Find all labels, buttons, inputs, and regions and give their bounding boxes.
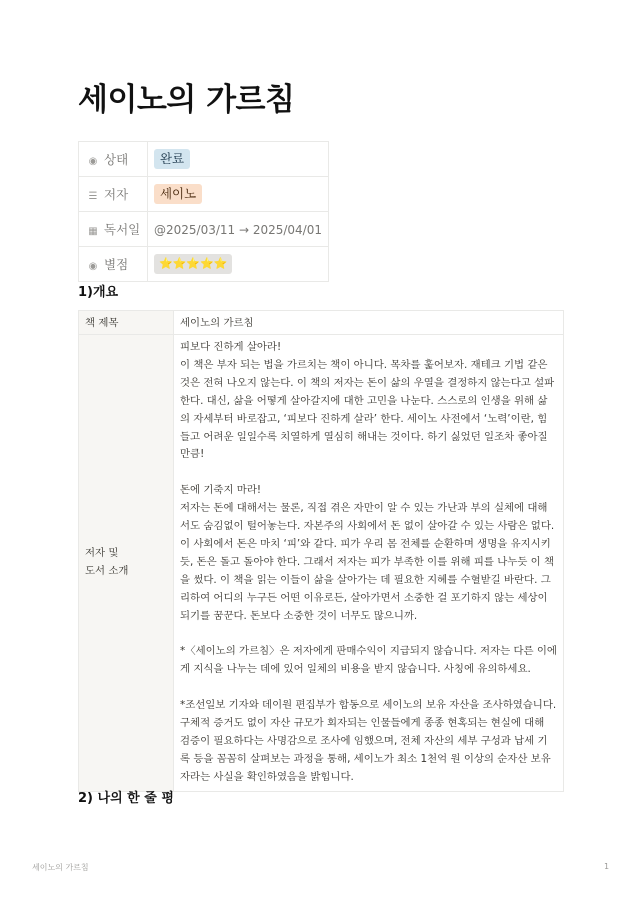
footer-title: 세이노의 가르침 (32, 863, 89, 872)
property-value-status[interactable] (147, 142, 328, 177)
page-number: 1 (604, 862, 610, 871)
property-row-status[interactable] (79, 142, 329, 177)
calendar-icon: ▦ (88, 226, 98, 237)
property-value-read-date[interactable] (147, 212, 328, 247)
property-name-rating (79, 247, 148, 282)
property-label: 독서일 (104, 222, 141, 237)
property-name-author (79, 177, 148, 212)
property-name-status (79, 142, 148, 177)
author-intro-label-line1: 저자 및 (85, 546, 119, 559)
table-row (79, 335, 564, 792)
section-heading-one-line-review: 2) 나의 한 줄 평 (78, 791, 174, 806)
overview-table (78, 310, 564, 792)
property-label: 저자 (104, 187, 129, 202)
list-icon: ☰ (88, 191, 98, 202)
read-date-range[interactable]: @2025/03/11 → 2025/04/01 (153, 222, 322, 237)
property-row-author[interactable] (79, 177, 329, 212)
property-label: 별점 (104, 257, 129, 272)
book-title-value[interactable]: 세이노의 가르침 (174, 311, 564, 335)
property-value-rating[interactable] (147, 247, 328, 282)
section-heading-overview: 1)개요 (78, 285, 119, 300)
author-intro-body[interactable] (174, 335, 564, 792)
author-intro-label-line2: 도서 소개 (85, 564, 129, 577)
intro-heading-2: 돈에 기죽지 마라! (180, 484, 262, 497)
book-title-label: 책 제목 (79, 311, 174, 335)
property-label: 상태 (104, 152, 129, 167)
intro-heading-1: 피보다 진하게 살아라! (180, 341, 282, 353)
intro-paragraph-2: 저자는 돈에 대해서는 물론, 직접 겪은 자만이 알 수 있는 가난과 부의 실체에 대해서도 숨김없이 털어놓는다. 자본주의 사회에서 돈 없이 살아갈 수 있는 사람은 없다. 이 사회에서 돈은 마치 ‘피’와 같다. 피가 우리 몸 전체를 순환하며 생명을 유지시키듯, 돈은 돌고 돌아야 한다. 그래서 저자는 피가 부족한 이를 위해 피를 나누듯 이 책을 썼다. 이 책을 읽는 이들이 삶을 살아가는 데 필요한 지혜를 수혈받길 바란다. 그리하여 어디의 누구든 어떤 이유로든, 살아가면서 소중한 걸 포기하지 않는 세상이 되기를 꿈꾼다. 돈보다 소중한 것이 너무도 많으니까. (180, 502, 555, 622)
property-row-read-date[interactable] (79, 212, 329, 247)
properties-table (78, 141, 329, 282)
status-icon: ◉ (88, 156, 98, 167)
rating-stars[interactable]: ⭐⭐⭐⭐⭐ (154, 254, 232, 274)
page-title: 세이노의 가르침 (78, 82, 295, 118)
intro-note-2: *조선일보 기자와 데이원 편집부가 합동으로 세이노의 보유 자산을 조사하였습니다. 구체적 증거도 없이 자산 규모가 회자되는 인물들에게 종종 현혹되는 현실에 대해 검증이 필요하다는 사명감으로 조사에 임했으며, 전체 자산의 세부 구성과 납세 기록 등을 꼼꼼히 살펴보는 과정을 통해, 세이노가 최소 1천억 원 이상의 순자산 보유자라는 사실을 확인하였음을 밝힙니다. (180, 699, 557, 783)
author-intro-label (79, 335, 174, 792)
property-name-read-date (79, 212, 148, 247)
property-value-author[interactable] (147, 177, 328, 212)
intro-note-1: *〈세이노의 가르침〉은 저자에게 판매수익이 지급되지 않습니다. 저자는 다른 이에게 지식을 나누는 데에 있어 일체의 비용을 받지 않습니다. 사칭에 유의하세요. (180, 645, 557, 676)
property-row-rating[interactable] (79, 247, 329, 282)
intro-paragraph-1: 이 책은 부자 되는 법을 가르치는 책이 아니다. 목차를 훑어보자. 재테크 기법 같은 것은 전혀 나오지 않는다. 이 책의 저자는 돈이 삶의 우열을 결정하지 않는다고 설파한다. 대신, 삶을 어떻게 살아갈지에 대한 고민을 나눈다. 스스로의 인생을 위해 삶의 자세부터 바로잡고, ‘피보다 진하게 살라’ 한다. 세이노 사전에서 ‘노력’이란, 힘들고 어려운 일일수록 치열하게 열심히 해내는 것이다. 하기 싫었던 일조차 좋아질 만큼! (180, 358, 555, 461)
table-row (79, 311, 564, 335)
author-tag[interactable]: 세이노 (154, 184, 202, 204)
status-badge[interactable]: 완료 (154, 149, 190, 169)
status-icon: ◉ (88, 261, 98, 272)
